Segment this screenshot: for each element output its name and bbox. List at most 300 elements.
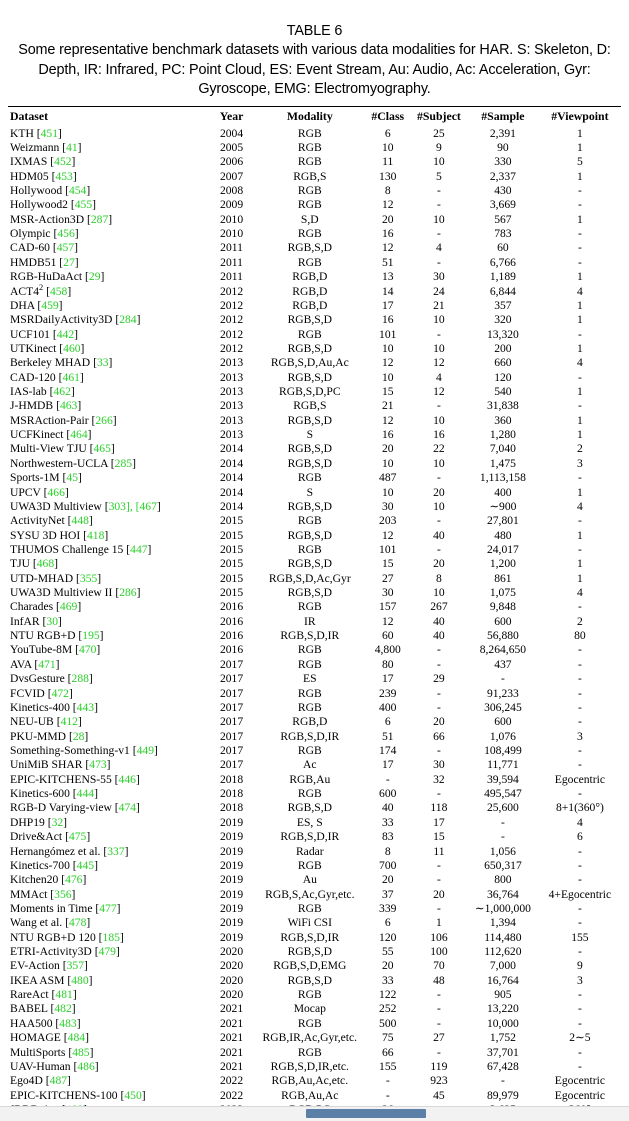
cell-class-count: 12 [381, 413, 394, 427]
cell-sample-count: 306,245 [484, 700, 522, 714]
citation-reference[interactable]: 266 [95, 413, 113, 427]
dataset-name: PKU-MMD [10, 729, 67, 743]
dataset-name: MMAct [10, 887, 48, 901]
cell-class-count: 11 [382, 155, 394, 169]
citation-reference[interactable]: 445 [76, 858, 95, 872]
cell-dataset [8, 1074, 208, 1088]
cell-dataset [8, 356, 208, 370]
citation-reference[interactable]: 285 [114, 456, 133, 470]
citation-bracket-open: [ [83, 528, 87, 542]
dataset-name: DHA [10, 298, 35, 312]
cell-year: 2017 [219, 672, 244, 686]
cell-sample-count: 1,075 [489, 586, 516, 600]
cell-year: 2013 [219, 399, 244, 413]
citation-reference[interactable]: 472 [51, 686, 69, 700]
cell-modality: RGB,S,D [287, 241, 333, 255]
citation-bracket-open: [ [76, 571, 80, 585]
cell-sample-count: 91,233 [486, 686, 519, 700]
citation-reference[interactable]: 471 [38, 657, 56, 671]
citation-bracket-open: [ [56, 600, 60, 614]
citation-reference[interactable]: 288 [71, 672, 89, 686]
cell-modality: RGB,S,D [287, 945, 333, 959]
citation-reference[interactable]: 41 [66, 140, 78, 154]
cell-sample-count: 112,620 [484, 945, 522, 959]
citation-bracket-close: ] [94, 700, 98, 714]
cell-sample-count: 600 [494, 614, 512, 628]
cell-viewpoint: - [577, 787, 582, 801]
cell-dataset [8, 385, 208, 399]
dataset-name: $ACT4^2$ [10, 282, 44, 298]
cell-sample-count: 7,000 [489, 959, 516, 973]
cell-viewpoint: 4 [576, 284, 583, 298]
citation-bracket-close: ] [55, 657, 60, 671]
citation-reference[interactable]: 462 [53, 385, 71, 399]
citation-reference[interactable]: 457 [56, 241, 75, 255]
cell-dataset [8, 888, 208, 902]
cell-modality: RGB [297, 183, 322, 197]
table-row [8, 902, 621, 916]
cell-class-count: 6 [384, 126, 391, 140]
citation-reference[interactable]: 480 [71, 973, 89, 987]
cell-modality: RGB,S,D [287, 586, 333, 600]
cell-modality: RGB,S,D [287, 341, 333, 355]
citation-reference[interactable]: 455 [74, 198, 93, 212]
citation-reference[interactable]: 465 [93, 442, 111, 456]
cell-viewpoint: 80 [574, 629, 586, 643]
cell-subject-count: 10 [433, 456, 445, 470]
cell-subject-count: 8 [436, 571, 442, 585]
citation-reference[interactable]: 479 [98, 945, 116, 959]
cell-modality: ES [303, 672, 317, 686]
citation-reference[interactable]: 286 [119, 586, 137, 600]
dataset-name: TJU [10, 557, 30, 571]
table-row [8, 299, 621, 313]
cell-dataset [8, 486, 208, 500]
dataset-name: THUMOS Challenge 15 [10, 542, 124, 556]
citation-reference[interactable]: 451 [40, 126, 58, 140]
cell-modality: RGB [297, 744, 322, 757]
cell-sample-count: - [500, 815, 505, 829]
scrollbar-thumb[interactable] [306, 1109, 426, 1118]
cell-dataset [8, 931, 208, 945]
citation-bracket-open: [ [61, 873, 66, 887]
cell-dataset [8, 1046, 208, 1060]
citation-bracket-close: ] [88, 514, 93, 528]
cell-sample-count: 120 [494, 370, 512, 384]
cell-dataset [8, 643, 208, 657]
citation-reference[interactable]: 464 [70, 428, 88, 442]
dataset-name: NEU-UB [10, 715, 54, 729]
citation-reference[interactable]: 33 [96, 356, 109, 370]
cell-subject-count: - [436, 744, 441, 757]
citation-reference[interactable]: 476 [65, 873, 83, 887]
cell-dataset [8, 184, 208, 198]
cell-dataset [8, 399, 208, 413]
cell-dataset [8, 1002, 208, 1016]
cell-dataset [8, 687, 208, 701]
cell-dataset [8, 615, 208, 629]
cell-sample-count: 3,669 [489, 198, 516, 212]
cell-modality: RGB,Au [289, 772, 331, 786]
cell-modality: Ac [303, 758, 317, 772]
citation-reference[interactable]: 185 [102, 930, 120, 944]
cell-class-count: 130 [379, 169, 397, 183]
citation-bracket-open: [ [72, 787, 77, 801]
table-row [8, 945, 621, 959]
citation-reference[interactable]: 454 [68, 183, 87, 197]
column-header-sample: #Sample [481, 109, 525, 124]
cell-sample-count: 650,317 [484, 858, 522, 872]
cell-sample-count: 1,280 [489, 428, 516, 442]
citation-reference[interactable]: 28 [72, 729, 85, 743]
cell-sample-count: 2,337 [489, 169, 516, 183]
table-row [8, 543, 621, 557]
citation-bracket-open: [ [126, 542, 131, 556]
citation-reference[interactable]: 32 [51, 815, 64, 829]
table-row [8, 127, 621, 141]
cell-class-count: 101 [379, 542, 397, 556]
cell-class-count: 27 [381, 571, 394, 585]
citation-bracket-close: ] [70, 385, 75, 399]
cell-sample-count: 540 [494, 385, 512, 399]
cell-modality: RGB [297, 858, 322, 872]
citation-bracket-close: ] [100, 270, 105, 284]
dataset-name: UTKinect [10, 341, 57, 355]
citation-reference[interactable]: 458 [49, 284, 68, 298]
cell-class-count: 252 [379, 1002, 397, 1016]
citation-bracket-open: [ [62, 959, 67, 973]
cell-viewpoint: 1 [576, 385, 583, 399]
cell-subject-count: 267 [430, 600, 448, 614]
citation-bracket-open: [ [62, 140, 67, 154]
citation-reference[interactable]: 456 [57, 227, 75, 241]
citation-reference[interactable]: 356 [54, 887, 72, 901]
citation-reference[interactable]: 463 [59, 399, 78, 413]
citation-bracket-open: [ [120, 1088, 125, 1102]
window-bottom-strip [0, 1106, 629, 1121]
table-row [8, 285, 621, 299]
cell-dataset [8, 816, 208, 830]
cell-year: 2009 [219, 198, 244, 212]
cell-year: 2019 [219, 887, 244, 901]
dataset-name: Kinetics-400 [10, 700, 70, 714]
dataset-name: EPIC-KITCHENS-55 [10, 772, 112, 786]
cell-modality: RGB [297, 901, 322, 915]
citation-reference[interactable]: 474 [118, 801, 137, 815]
cell-modality: Mocap [293, 1002, 326, 1016]
citation-reference[interactable]: 452 [54, 155, 72, 169]
cell-sample-count: 430 [494, 183, 512, 197]
citation-reference[interactable]: 469 [59, 600, 78, 614]
cell-subject-count: 10 [433, 341, 445, 355]
cell-viewpoint: - [577, 542, 582, 556]
citation-reference[interactable]: 468 [36, 557, 55, 571]
dataset-name: UTD-MHAD [10, 571, 74, 585]
citation-reference[interactable]: 418 [87, 528, 105, 542]
cell-class-count: 6 [384, 916, 391, 930]
cell-sample-count: 67,428 [486, 1059, 519, 1073]
cell-subject-count: 40 [433, 629, 445, 643]
citation-reference[interactable]: 355 [79, 571, 98, 585]
citation-reference[interactable]: 461 [62, 370, 80, 384]
cell-sample-count: 200 [494, 341, 512, 355]
citation-bracket-open: [ [49, 385, 54, 399]
citation-bracket-close: ] [132, 456, 136, 470]
cell-class-count: - [385, 772, 390, 786]
cell-sample-count: 56,880 [486, 629, 519, 643]
citation-reference[interactable]: 477 [99, 901, 117, 915]
citation-bracket-close: ] [85, 1031, 89, 1045]
dataset-name: Something-Something-v1 [10, 744, 130, 757]
cell-viewpoint: 9 [576, 959, 583, 973]
table-row [8, 931, 621, 945]
citation-bracket-close: ] [77, 140, 82, 154]
cell-modality: RGB,S,D [287, 499, 333, 513]
cell-modality: RGB,D [292, 298, 328, 312]
citation-bracket-open: [ [70, 198, 75, 212]
citation-reference[interactable]: 447 [130, 542, 148, 556]
cell-viewpoint: - [577, 600, 582, 614]
table-row [8, 227, 621, 241]
citation-bracket-open: [ [104, 499, 109, 513]
citation-reference[interactable]: 446 [118, 772, 136, 786]
citation-bracket-open: [ [72, 700, 77, 714]
citation-reference[interactable]: 303], [467 [108, 499, 157, 513]
dataset-name: Sports-1M [10, 471, 60, 485]
citation-bracket-open: [ [50, 1002, 55, 1016]
cell-sample-count: 1,076 [489, 729, 516, 743]
table-row [8, 170, 621, 184]
cell-modality: S [306, 428, 314, 442]
dataset-name: ETRI-Activity3D [10, 945, 92, 959]
citation-bracket-open: [ [62, 471, 67, 485]
cell-year: 2013 [219, 356, 244, 370]
citation-reference[interactable]: 27 [63, 255, 75, 269]
cell-class-count: - [385, 1074, 390, 1088]
cell-dataset [8, 241, 208, 255]
cell-dataset [8, 313, 208, 327]
dataset-name: Multi-View TJU [10, 442, 87, 456]
citation-reference[interactable]: 460 [63, 341, 81, 355]
cell-viewpoint: - [577, 945, 582, 959]
dataset-name: IKEA ASM [10, 973, 65, 987]
cell-viewpoint: 1 [576, 557, 583, 571]
column-header-modality: Modality [286, 109, 333, 124]
table-row [8, 701, 621, 715]
cell-viewpoint: 155 [571, 930, 589, 944]
citation-bracket-close: ] [136, 313, 141, 327]
cell-subject-count: - [436, 643, 441, 657]
citation-bracket-close: ] [74, 227, 79, 241]
dataset-name: MSRDailyActivity3D [10, 313, 113, 327]
dataset-name: HAA500 [10, 1016, 53, 1030]
cell-subject-count: - [436, 183, 441, 197]
cell-year: 2017 [219, 715, 244, 729]
cell-modality: RGB [297, 471, 322, 485]
cell-class-count: 10 [381, 341, 394, 355]
cell-dataset [8, 859, 208, 873]
cell-year: 2004 [219, 126, 244, 140]
citation-reference[interactable]: 475 [68, 830, 87, 844]
cell-dataset [8, 543, 208, 557]
citation-reference[interactable]: 337 [107, 844, 125, 858]
cell-viewpoint: - [577, 657, 582, 671]
cell-dataset [8, 198, 208, 212]
cell-class-count: 16 [381, 313, 394, 327]
cell-subject-count: - [436, 542, 441, 556]
cell-sample-count: 567 [494, 212, 512, 226]
cell-subject-count: 10 [433, 499, 445, 513]
cell-sample-count: - [500, 1074, 505, 1088]
citation-reference[interactable]: 443 [76, 700, 95, 714]
cell-subject-count: - [436, 1002, 441, 1016]
cell-dataset [8, 500, 208, 514]
table-row [8, 730, 621, 744]
dataset-name: MultiSports [10, 1045, 66, 1059]
cell-viewpoint: 1 [576, 528, 583, 542]
cell-dataset [8, 213, 208, 227]
cell-subject-count: 10 [433, 155, 445, 169]
citation-reference[interactable]: 478 [68, 916, 87, 930]
table-row [8, 974, 621, 988]
dataset-name: DvsGesture [10, 672, 65, 686]
citation-reference[interactable]: 473 [89, 758, 107, 772]
table-row [8, 457, 621, 471]
cell-modality: RGB,S [293, 399, 327, 413]
citation-bracket-close: ] [87, 428, 92, 442]
citation-reference[interactable]: 357 [66, 959, 84, 973]
cell-dataset [8, 830, 208, 844]
cell-subject-count: - [436, 700, 441, 714]
cell-subject-count: 17 [433, 815, 445, 829]
citation-bracket-close: ] [74, 255, 79, 269]
cell-viewpoint: - [577, 471, 582, 485]
citation-bracket-close: ] [136, 586, 141, 600]
dataset-name: NTU RGB+D 120 [10, 930, 96, 944]
cell-class-count: 14 [381, 284, 394, 298]
table-row [8, 529, 621, 543]
cell-viewpoint: - [577, 686, 582, 700]
cell-modality: RGB,S,Ac,Gyr,etc. [265, 887, 355, 901]
cell-class-count: 203 [379, 514, 397, 528]
cell-viewpoint: - [577, 916, 582, 930]
cell-modality: RGB [297, 787, 322, 801]
table-row [8, 888, 621, 902]
citation-reference[interactable]: 29 [88, 270, 101, 284]
cell-year: 2021 [219, 1045, 244, 1059]
cell-dataset [8, 529, 208, 543]
cell-modality: RGB,S,D,IR [280, 729, 340, 743]
citation-reference[interactable]: 459 [41, 298, 59, 312]
citation-reference[interactable]: 450 [124, 1088, 142, 1102]
cell-class-count: 51 [381, 729, 394, 743]
cell-viewpoint: - [577, 241, 582, 255]
citation-reference[interactable]: 287 [90, 212, 109, 226]
cell-subject-count: 48 [433, 973, 445, 987]
citation-reference[interactable]: 466 [47, 485, 65, 499]
citation-reference[interactable]: 30 [46, 614, 58, 628]
table-row [8, 629, 621, 643]
citation-reference[interactable]: 470 [78, 643, 97, 657]
citation-reference[interactable]: 487 [49, 1074, 68, 1088]
cell-sample-count: 24,017 [486, 542, 519, 556]
cell-viewpoint: - [577, 227, 582, 241]
citation-reference[interactable]: 442 [56, 327, 75, 341]
dataset-name: EV-Action [10, 959, 60, 973]
dataset-name: UAV-Human [10, 1059, 71, 1073]
cell-year: 2007 [219, 169, 244, 183]
citation-reference[interactable]: 412 [60, 715, 78, 729]
citation-reference[interactable]: 453 [55, 169, 73, 183]
cell-viewpoint: - [577, 370, 582, 384]
citation-bracket-close: ] [116, 901, 121, 915]
table-row [8, 471, 621, 485]
citation-bracket-close: ] [64, 485, 69, 499]
cell-viewpoint: - [577, 1059, 582, 1073]
citation-reference[interactable]: 485 [72, 1045, 90, 1059]
cell-sample-count: 861 [494, 571, 512, 585]
table-row [8, 155, 621, 169]
cell-class-count: 12 [381, 356, 394, 370]
cell-class-count: 20 [381, 873, 394, 887]
cell-subject-count: - [436, 858, 441, 872]
cell-modality: RGB,S,D [287, 557, 333, 571]
citation-bracket-open: [ [53, 227, 58, 241]
cell-subject-count: 9 [436, 140, 442, 154]
citation-bracket-close: ] [115, 945, 120, 959]
cell-class-count: 10 [381, 456, 394, 470]
citation-reference[interactable]: 481 [55, 988, 73, 1002]
citation-reference[interactable]: 482 [54, 1002, 72, 1016]
cell-sample-count: 108,499 [484, 744, 522, 757]
cell-dataset [8, 155, 208, 169]
citation-reference[interactable]: 448 [71, 514, 89, 528]
cell-modality: S [306, 485, 314, 499]
cell-dataset [8, 600, 208, 614]
citation-reference[interactable]: 483 [59, 1016, 77, 1030]
table-row [8, 270, 621, 284]
cell-modality: RGB [297, 988, 322, 1002]
cell-dataset [8, 572, 208, 586]
cell-sample-count: 7,040 [489, 442, 516, 456]
table-row [8, 988, 621, 1002]
cell-viewpoint: 2 [576, 442, 583, 456]
cell-subject-count: 29 [433, 672, 445, 686]
cell-sample-count: 90 [497, 140, 509, 154]
citation-bracket-open: [ [59, 341, 64, 355]
citation-reference[interactable]: 484 [67, 1031, 86, 1045]
cell-class-count: 12 [381, 241, 394, 255]
citation-bracket-open: [ [65, 830, 69, 844]
citation-reference[interactable]: 444 [76, 787, 95, 801]
cell-modality: RGB [297, 514, 322, 528]
cell-dataset [8, 672, 208, 686]
cell-sample-count: - [500, 672, 505, 686]
citation-reference[interactable]: 486 [77, 1059, 95, 1073]
cell-sample-count: ∼1,000,000 [474, 901, 531, 915]
citation-reference[interactable]: 45 [66, 471, 78, 485]
citation-reference[interactable]: 195 [82, 629, 100, 643]
cell-viewpoint: 3 [576, 729, 583, 743]
cell-subject-count: - [436, 1016, 441, 1030]
cell-year: 2012 [219, 298, 244, 312]
citation-reference[interactable]: 449 [136, 744, 154, 757]
citation-reference[interactable]: 284 [119, 313, 137, 327]
cell-sample-count: 320 [494, 313, 512, 327]
table-row [8, 615, 621, 629]
cell-sample-count: 6,844 [489, 284, 516, 298]
cell-dataset [8, 773, 208, 787]
